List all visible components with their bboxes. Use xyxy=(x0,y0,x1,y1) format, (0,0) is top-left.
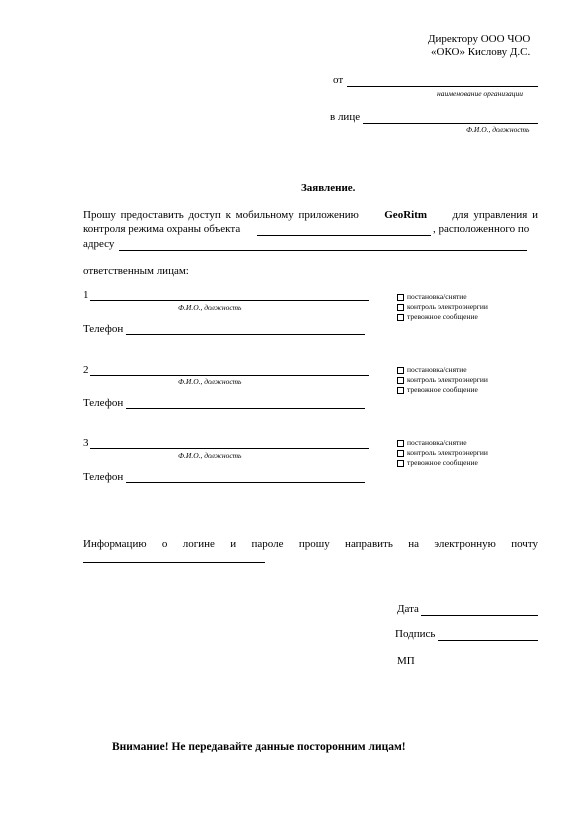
person-3-options xyxy=(397,438,488,468)
checkbox[interactable] xyxy=(397,294,404,301)
from-field[interactable] xyxy=(347,86,538,87)
option-label: тревожное сообщение xyxy=(407,385,478,394)
person-2-phone-field[interactable] xyxy=(126,408,365,409)
option-power-control[interactable] xyxy=(397,302,488,312)
person-label: в лице xyxy=(330,111,361,123)
person-hint: Ф.И.О., должность xyxy=(466,125,530,134)
person-1-name-field[interactable] xyxy=(90,300,369,301)
checkbox[interactable] xyxy=(397,367,404,374)
checkbox[interactable] xyxy=(397,450,404,457)
person-2-options xyxy=(397,365,488,395)
warning-text: Внимание! Не передавайте данные посторонним лицам! xyxy=(112,741,406,753)
option-label: контроль электроэнергии xyxy=(407,302,488,311)
body-line-1-b: для управления и xyxy=(452,209,538,221)
option-alarm-message[interactable] xyxy=(397,312,488,322)
option-arm-disarm[interactable] xyxy=(397,438,488,448)
person-3-num: 3 xyxy=(83,437,89,449)
option-alarm-message[interactable] xyxy=(397,458,488,468)
option-label: постановка/снятие xyxy=(407,365,467,374)
persons-label: ответственным лицам: xyxy=(83,265,189,277)
checkbox[interactable] xyxy=(397,377,404,384)
address-label: адресу xyxy=(83,238,115,250)
person-1-num: 1 xyxy=(83,289,89,301)
checkbox[interactable] xyxy=(397,304,404,311)
person-3-phone-label: Телефон xyxy=(83,471,124,483)
person-1-options xyxy=(397,292,488,322)
date-label: Дата xyxy=(397,603,419,615)
checkbox[interactable] xyxy=(397,387,404,394)
from-label: от xyxy=(333,74,344,86)
person-1-phone-label: Телефон xyxy=(83,323,124,335)
person-2-phone-label: Телефон xyxy=(83,397,124,409)
option-label: постановка/снятие xyxy=(407,292,467,301)
email-field[interactable] xyxy=(83,562,265,563)
addressee-line-2: «ОКО» Кислову Д.С. xyxy=(431,46,531,58)
body-line-2-b: , расположенного по xyxy=(433,223,530,235)
option-alarm-message[interactable] xyxy=(397,385,488,395)
person-1-phone-field[interactable] xyxy=(126,334,365,335)
option-label: контроль электроэнергии xyxy=(407,448,488,457)
address-field[interactable] xyxy=(119,250,527,251)
person-2-num: 2 xyxy=(83,364,89,376)
person-field[interactable] xyxy=(363,123,538,124)
page-title: Заявление. xyxy=(301,182,356,194)
option-arm-disarm[interactable] xyxy=(397,365,488,375)
checkbox[interactable] xyxy=(397,460,404,467)
body-line-2-a: контроля режима охраны объекта xyxy=(83,223,241,235)
app-name: GeoRitm xyxy=(384,209,428,221)
option-arm-disarm[interactable] xyxy=(397,292,488,302)
addressee-line-1: Директору ООО ЧОО xyxy=(428,33,531,45)
person-2-name-field[interactable] xyxy=(90,375,369,376)
date-field[interactable] xyxy=(421,615,538,616)
body-line-1-a: Прошу предоставить доступ к мобильному приложению xyxy=(83,209,359,221)
person-2-hint: Ф.И.О., должность xyxy=(178,377,242,386)
option-label: контроль электроэнергии xyxy=(407,375,488,384)
person-3-phone-field[interactable] xyxy=(126,482,365,483)
option-label: тревожное сообщение xyxy=(407,312,478,321)
checkbox[interactable] xyxy=(397,314,404,321)
email-request-text: Информацию о логине и пароле прошу направить на электронную почту xyxy=(83,538,538,550)
person-3-name-field[interactable] xyxy=(90,448,369,449)
person-1-hint: Ф.И.О., должность xyxy=(178,303,242,312)
person-3-hint: Ф.И.О., должность xyxy=(178,451,242,460)
org-hint: наименование организации xyxy=(437,89,524,98)
object-field[interactable] xyxy=(257,235,431,236)
option-power-control[interactable] xyxy=(397,448,488,458)
sign-field[interactable] xyxy=(438,640,538,641)
sign-label: Подпись xyxy=(395,628,436,640)
option-label: тревожное сообщение xyxy=(407,458,478,467)
option-label: постановка/снятие xyxy=(407,438,467,447)
checkbox[interactable] xyxy=(397,440,404,447)
option-power-control[interactable] xyxy=(397,375,488,385)
body-line-1 xyxy=(83,209,538,222)
stamp-label: МП xyxy=(397,655,415,667)
